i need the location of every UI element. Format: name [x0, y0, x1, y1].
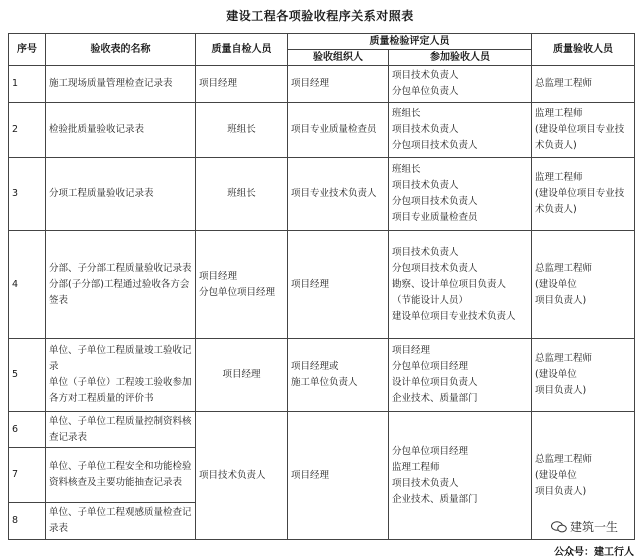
- row-self-check: 班组长: [196, 158, 288, 231]
- row-self-check: 项目技术负责人: [196, 412, 288, 540]
- row-participants: 项目经理 分包单位项目经理 设计单位项目负责人 企业技术、质量部门: [389, 339, 532, 412]
- header-organizer: 验收组织人: [288, 50, 389, 66]
- row-organizer: 项目经理: [288, 412, 389, 540]
- watermark-text: 建筑一生: [569, 520, 618, 534]
- row-participants: 分包单位项目经理 监理工程师 项目技术负责人 企业技术、质量部门: [389, 412, 532, 540]
- row-no: 8: [9, 503, 46, 540]
- row-name: 检验批质量验收记录表: [46, 103, 196, 158]
- row-self-check: 项目经理 分包单位项目经理: [196, 231, 288, 339]
- table-row: [9, 158, 635, 231]
- row-organizer: 项目专业质量检查员: [288, 103, 389, 158]
- row-name: 单位、子单位工程质量竣工验收记录 单位（子单位）工程竣工验收参加各方对工程质量的评价书: [46, 339, 196, 412]
- header-name: 验收表的名称: [46, 34, 196, 66]
- source-label: 公众号：建工行人: [554, 547, 634, 558]
- table-row: [9, 231, 635, 339]
- row-participants: 班组长 项目技术负责人 分包项目技术负责人: [389, 103, 532, 158]
- row-name: 单位、子单位工程安全和功能检验资料核查及主要功能抽查记录表: [46, 448, 196, 503]
- table-row: [9, 66, 635, 103]
- table-title: 建设工程各项验收程序关系对照表: [226, 9, 414, 23]
- row-name: 分项工程质量验收记录表: [46, 158, 196, 231]
- table-row: [9, 103, 635, 158]
- acceptance-table: [8, 33, 635, 540]
- header-participants: 参加验收人员: [389, 50, 532, 66]
- row-name: 单位、子单位工程观感质量检查记录表: [46, 503, 196, 540]
- row-organizer: 项目经理: [288, 231, 389, 339]
- watermark: [551, 518, 618, 535]
- row-no: 2: [9, 103, 46, 158]
- header-no: 序号: [9, 34, 46, 66]
- row-participants: 班组长 项目技术负责人 分包项目技术负责人 项目专业质量检查员: [389, 158, 532, 231]
- header-assess-group: 质量检验评定人员: [288, 34, 532, 50]
- row-self-check: 班组长: [196, 103, 288, 158]
- row-organizer: 项目专业技术负责人: [288, 158, 389, 231]
- row-acceptance: 监理工程师 (建设单位项目专业技术负责人): [532, 158, 635, 231]
- row-self-check: 项目经理: [196, 339, 288, 412]
- row-no: 1: [9, 66, 46, 103]
- row-self-check: 项目经理: [196, 66, 288, 103]
- row-acceptance: 总监理工程师 (建设单位 项目负责人): [532, 412, 635, 540]
- table-row: [9, 412, 635, 448]
- row-name: 施工现场质量管理检查记录表: [46, 66, 196, 103]
- row-organizer: 项目经理: [288, 66, 389, 103]
- header-acceptance: 质量验收人员: [532, 34, 635, 66]
- wechat-icon: [551, 521, 567, 533]
- row-no: 7: [9, 448, 46, 503]
- row-acceptance: 总监理工程师 (建设单位 项目负责人): [532, 339, 635, 412]
- row-acceptance: 总监理工程师 (建设单位 项目负责人): [532, 231, 635, 339]
- row-participants: 项目技术负责人 分包单位负责人: [389, 66, 532, 103]
- row-acceptance: 监理工程师 (建设单位项目专业技术负责人): [532, 103, 635, 158]
- row-no: 6: [9, 412, 46, 448]
- row-acceptance: 总监理工程师: [532, 66, 635, 103]
- row-no: 3: [9, 158, 46, 231]
- row-no: 4: [9, 231, 46, 339]
- table-row: [9, 339, 635, 412]
- row-participants: 项目技术负责人 分包项目技术负责人 勘察、设计单位项目负责人 （节能设计人员） 建设单位项目专业技术负责人: [389, 231, 532, 339]
- row-name: 分部、子分部工程质量验收记录表 分部(子分部)工程通过验收各方会签表: [46, 231, 196, 339]
- row-name: 单位、子单位工程质量控制资料核查记录表: [46, 412, 196, 448]
- row-organizer: 项目经理或 施工单位负责人: [288, 339, 389, 412]
- row-no: 5: [9, 339, 46, 412]
- header-self-check: 质量自检人员: [196, 34, 288, 66]
